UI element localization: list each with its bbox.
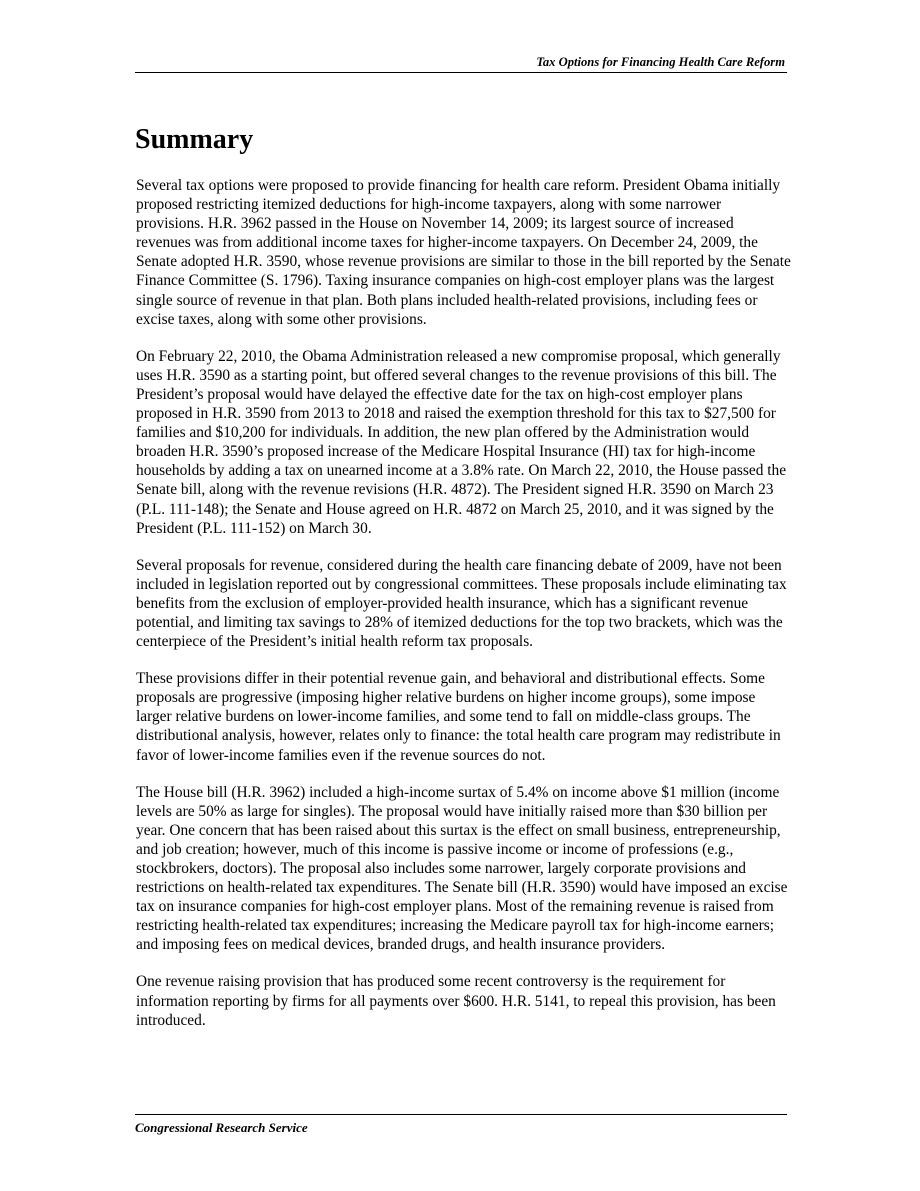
summary-body [136,176,791,1048]
summary-paragraph: The House bill (H.R. 3962) included a high-income surtax of 5.4% on income above $1 million (income levels are 50% as large for singles). The proposal would have initially raised more than $30 billion per year. One concern that has been raised about this surtax is the effect on small business, entrepreneurship, and job creation; however, much of this income is passive income or income of professions (e.g., stockbrokers, doctors). The proposal also includes some narrower, largely corporate provisions and restrictions on health-related tax expenditures. The Senate bill (H.R. 3590) would have imposed an excise tax on insurance companies for high-cost employer plans. Most of the remaining revenue is raised from restricting health-related tax expenditures; increasing the Medicare payroll tax for high-income earners; and imposing fees on medical devices, branded drugs, and health insurance providers. [136,783,788,954]
summary-paragraph: Several tax options were proposed to provide financing for health care reform. President Obama initially proposed restricting itemized deductions for high-income taxpayers, along with some narrower provisions. H.R. 3962 passed in the House on November 14, 2009; its largest source of increased revenues was from additional income taxes for higher-income taxpayers. On December 24, 2009, the Senate adopted H.R. 3590, whose revenue provisions are similar to those in the bill reported by the Senate Finance Committee (S. 1796). Taxing insurance companies on high-cost employer plans was the largest single source of revenue in that plan. Both plans included health-related provisions, including fees or excise taxes, along with some other provisions. [136,177,791,328]
summary-paragraph: On February 22, 2010, the Obama Administration released a new compromise proposal, which generally uses H.R. 3590 as a starting point, but offered several changes to the revenue provisions of this bill. The President’s proposal would have delayed the effective date for the tax on high-cost employer plans proposed in H.R. 3590 from 2013 to 2018 and raised the exemption threshold for this tax to $27,500 for families and $10,200 for individuals. In addition, the new plan offered by the Administration would broaden H.R. 3590’s proposed increase of the Medicare Hospital Insurance (HI) tax for high-income households by adding a tax on unearned income at a 3.8% rate. On March 22, 2010, the House passed the Senate bill, along with the revenue revisions (H.R. 4872). The President signed H.R. 3590 on March 23 (P.L. 111-148); the Senate and House agreed on H.R. 4872 on March 25, 2010, and it was signed by the President (P.L. 111-152) on March 30. [136,347,787,537]
header-rule [135,72,787,73]
summary-paragraph: Several proposals for revenue, considered during the health care financing debate of 2009, have not been included in legislation reported out by congressional committees. These proposals include eliminating tax benefits from the exclusion of employer-provided health insurance, which has a significant revenue potential, and limiting tax savings to 28% of itemized deductions for the top two brackets, which was the centerpiece of the President’s initial health reform tax proposals. [136,556,787,651]
summary-paragraph: These provisions differ in their potential revenue gain, and behavioral and distributional effects. Some proposals are progressive (imposing higher relative burdens on higher income groups), some impose larger relative burdens on lower-income families, and some tend to fall on middle-class groups. The distributional analysis, however, relates only to finance: the total health care program may redistribute in favor of lower-income families even if the revenue sources do not. [136,670,781,764]
page-footer: Congressional Research Service [135,1120,308,1135]
summary-paragraph: One revenue raising provision that has produced some recent controversy is the requirement for information reporting by firms for all payments over $600. H.R. 5141, to repeal this provision, has been introduced. [136,973,776,1029]
page-title: Summary [135,124,254,155]
running-header: Tax Options for Financing Health Care Reform [536,55,785,69]
footer-rule [135,1114,787,1115]
